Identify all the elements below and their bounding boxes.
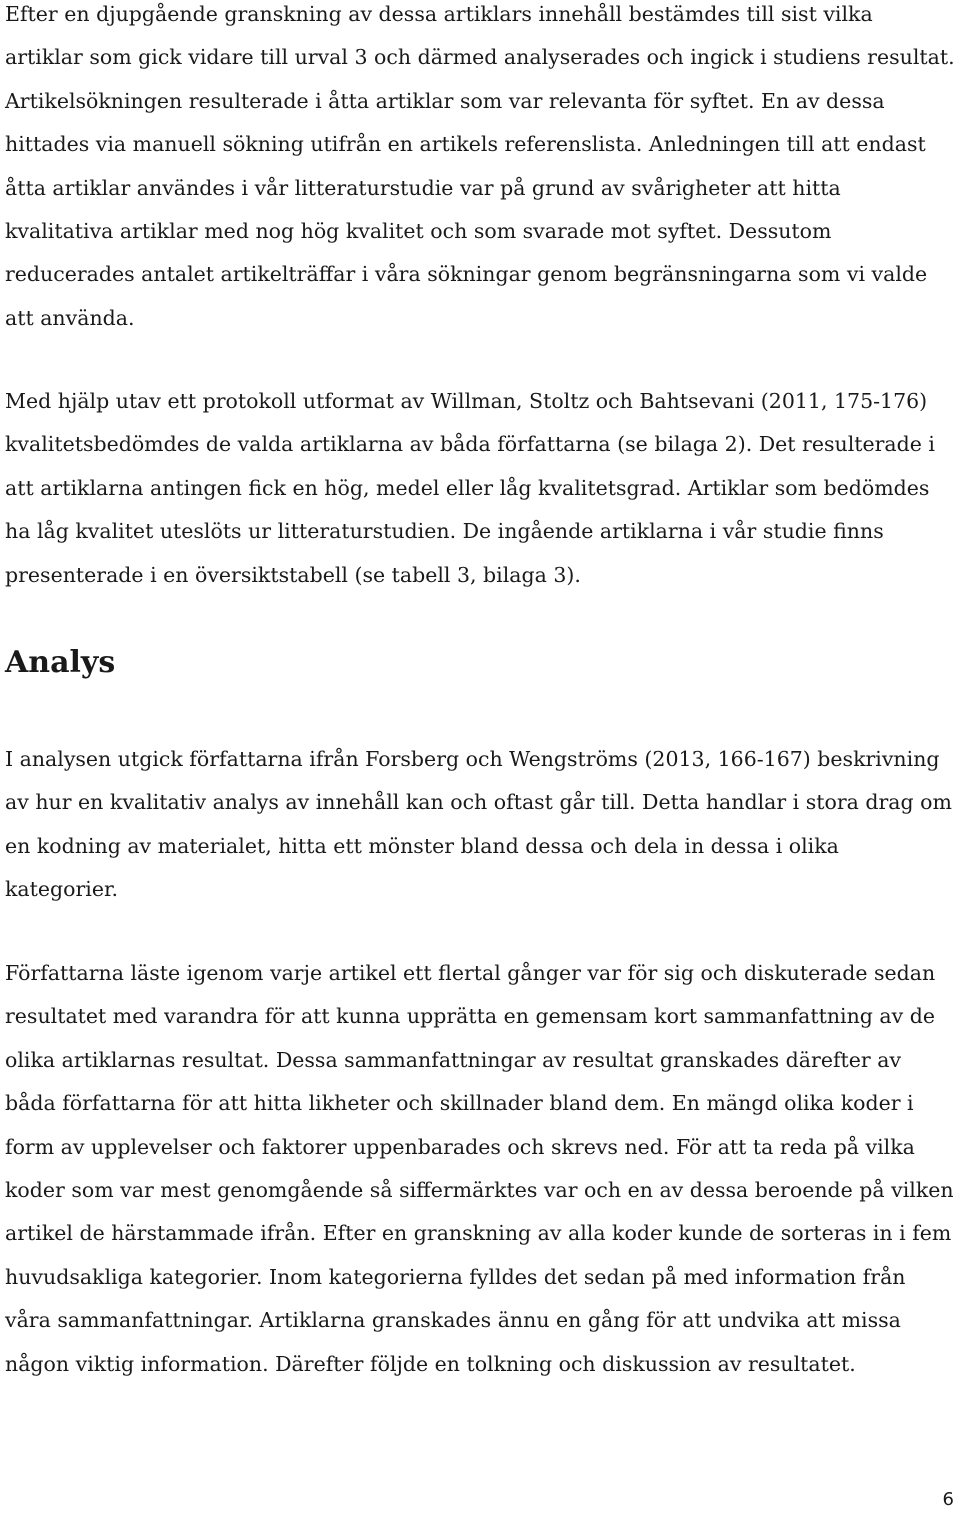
page-number: 6 (942, 1489, 954, 1510)
section-heading: Analys (5, 645, 116, 680)
body-paragraph-urval: Efter en djupgående granskning av dessa artiklars innehåll bestämdes till sist vilka artiklar som gick vidare till urval 3 och därmed analyserades och ingick i studiens resultat. Artikelsökningen resulterade i åtta artiklar som var relevanta för syftet. En av dessa hittades via manuell sökning utifrån en artikels referenslista. Anledningen till att endast åtta artiklar användes i vår litteraturstudie var på grund av svårigheter att hitta kvalitativa artiklar med nog hög kvalitet och som svarade mot syftet. Dessutom reducerades antalet artikelträffar i våra sökningar genom begränsningarna som vi valde att använda. (5, 2, 955, 330)
body-paragraph-kvalitetsbedomning: Med hjälp utav ett protokoll utformat av Willman, Stoltz och Bahtsevani (2011, 175-176) kvalitetsbedömdes de valda artiklarna av båda författarna (se bilaga 2). Det resulterade i att artiklarna antingen fick en hög, medel eller låg kvalitetsgrad. Artiklar som bedömdes ha låg kvalitet uteslöts ur litteraturstudien. De ingående artiklarna i vår studie finns presenterade i en översiktstabell (se tabell 3, bilaga 3). (5, 389, 935, 587)
body-paragraph-analys-process: Författarna läste igenom varje artikel ett flertal gånger var för sig och diskuterade sedan resultatet med varandra för att kunna upprätta en gemensam kort sammanfattning av de olika artiklarnas resultat. Dessa sammanfattningar av resultat granskades därefter av båda författarna för att hitta likheter och skillnader bland dem. En mängd olika koder i form av upplevelser och faktorer uppenbarades och skrevs ned. För att ta reda på vilka koder som var mest genomgående så siffermärktes var och en av dessa beroende på vilken artikel de härstammade ifrån. Efter en granskning av alla koder kunde de sorteras in i fem huvudsakliga kategorier. Inom kategorierna fylldes det sedan på med information från våra sammanfattningar. Artiklarna granskades ännu en gång för att undvika att missa någon viktig information. Därefter följde en tolkning och diskussion av resultatet. (5, 961, 954, 1376)
document-page (5, 0, 955, 1513)
body-paragraph-analys-intro: I analysen utgick författarna ifrån Forsberg och Wengströms (2013, 166-167) beskrivning av hur en kvalitativ analys av innehåll kan och oftast går till. Detta handlar i stora drag om en kodning av materialet, hitta ett mönster bland dessa och dela in dessa i olika kategorier. (5, 747, 952, 902)
